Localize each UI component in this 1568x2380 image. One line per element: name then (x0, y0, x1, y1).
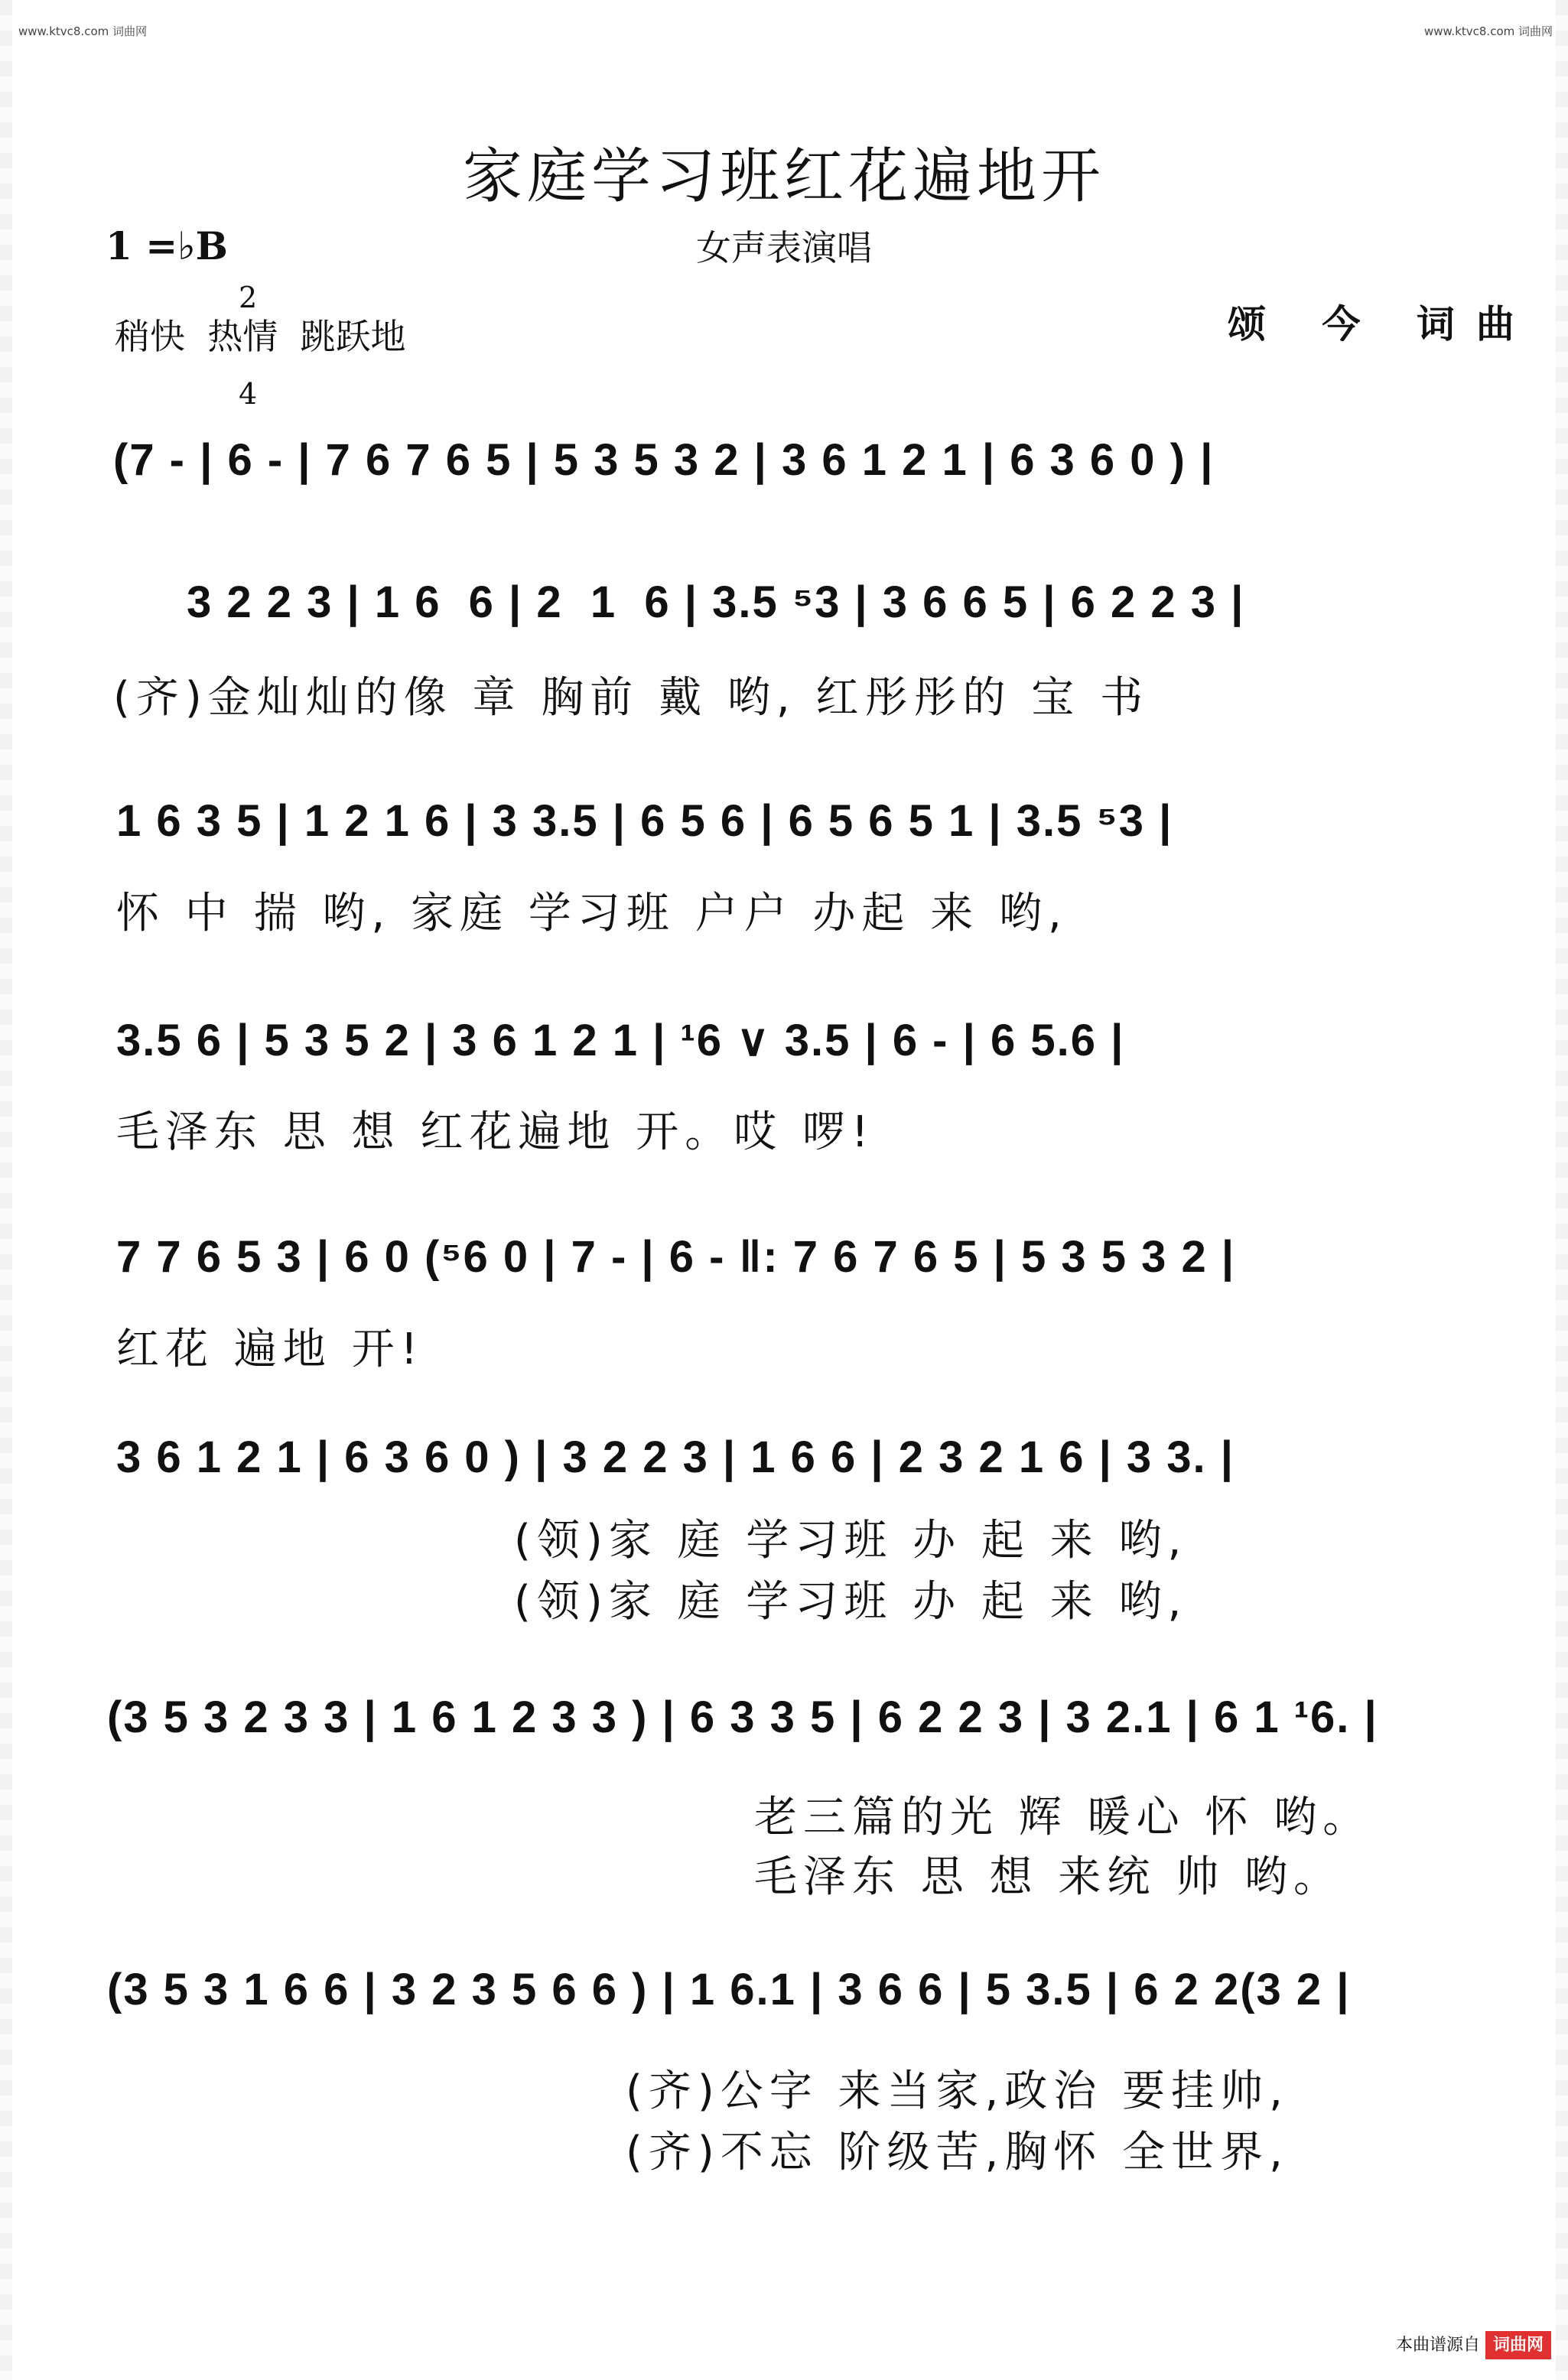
lyric-line-5: 红花 遍地 开! (116, 1325, 425, 1374)
lyric-line-3: 怀 中 揣 哟, 家庭 学习班 户户 办起 来 哟, (116, 889, 1068, 938)
key-signature: 1 =♭B (106, 223, 228, 268)
footer-source-label: 本曲谱源自 (1395, 2336, 1480, 2355)
site-link-right[interactable]: www.ktvc8.com 词曲网 (1424, 24, 1553, 38)
lyric-line-4: 毛泽东 思 想 红花遍地 开。哎 啰! (116, 1107, 875, 1157)
lyric-line-7-verse-2: 毛泽东 思 想 来统 帅 哟。 (754, 1852, 1343, 1902)
footer-source (1396, 2332, 1551, 2356)
time-denominator: 4 (239, 377, 258, 411)
score-line-8: (3 5 3 1 6 6 | 3 2 3 5 6 6 ) | 1 6.1 | 3 6 6 | 5 3.5 | 6 2 2(3 2 | (107, 1965, 1351, 2014)
score-line-5: 7 7 6 5 3 | 6 0 (⁵6 0 | 7 - | 6 - ‖: 7 6 7 6 5 | 5 3 5 3 2 | (116, 1232, 1236, 1282)
score-line-7: (3 5 3 2 3 3 | 1 6 1 2 3 3 ) | 6 3 3 5 | 6 2 2 3 | 3 2.1 | 6 1 ¹6. | (107, 1692, 1378, 1742)
lyric-line-2: (齐)金灿灿的像 章 胸前 戴 哟, 红彤彤的 宝 书 (113, 673, 1150, 723)
lyric-line-8-verse-2: (齐)不忘 阶级苦,胸怀 全世界, (626, 2128, 1289, 2177)
tempo-marking: 稍快 热情 跳跃地 (115, 316, 406, 357)
site-link-left[interactable]: www.ktvc8.com 词曲网 (18, 24, 148, 38)
lyric-line-8-verse-1: (齐)公字 来当家,政治 要挂帅, (626, 2066, 1289, 2116)
right-margin-watermark (1556, 0, 1568, 2380)
time-numerator: 2 (239, 281, 258, 314)
score-line-1: (7 - | 6 - | 7 6 7 6 5 | 5 3 5 3 2 | 3 6 1 2 1 | 6 3 6 0 ) | (113, 435, 1215, 485)
lyric-line-7-verse-1: 老三篇的光 辉 暖心 怀 哟。 (754, 1793, 1372, 1842)
song-title: 家庭学习班红花遍地开 (462, 142, 1105, 211)
score-line-4: 3.5 6 | 5 3 5 2 | 3 6 1 2 1 | ¹6 ∨ 3.5 | 6 - | 6 5.6 | (116, 1016, 1125, 1065)
score-line-3: 1 6 3 5 | 1 2 1 6 | 3 3.5 | 6 5 6 | 6 5 6 5 1 | 3.5 ⁵3 | (116, 796, 1173, 846)
footer-brand-link[interactable]: 词曲网 (1485, 2331, 1551, 2359)
score-line-2: 3 2 2 3 | 1 6 6 | 2 1 6 | 3.5 ⁵3 | 3 6 6 5 | 6 2 2 3 | (187, 577, 1245, 627)
score-line-6: 3 6 1 2 1 | 6 3 6 0 ) | 3 2 2 3 | 1 6 6 | 2 3 2 1 6 | 3 3. | (116, 1432, 1235, 1482)
left-margin-watermark (0, 0, 12, 2380)
lyric-line-6-verse-1: (领)家 庭 学习班 办 起 来 哟, (514, 1516, 1188, 1566)
song-author: 颂 今 词曲 (1228, 302, 1536, 346)
song-subtitle: 女声表演唱 (696, 227, 872, 268)
lyric-line-6-verse-2: (领)家 庭 学习班 办 起 来 哟, (514, 1577, 1188, 1627)
